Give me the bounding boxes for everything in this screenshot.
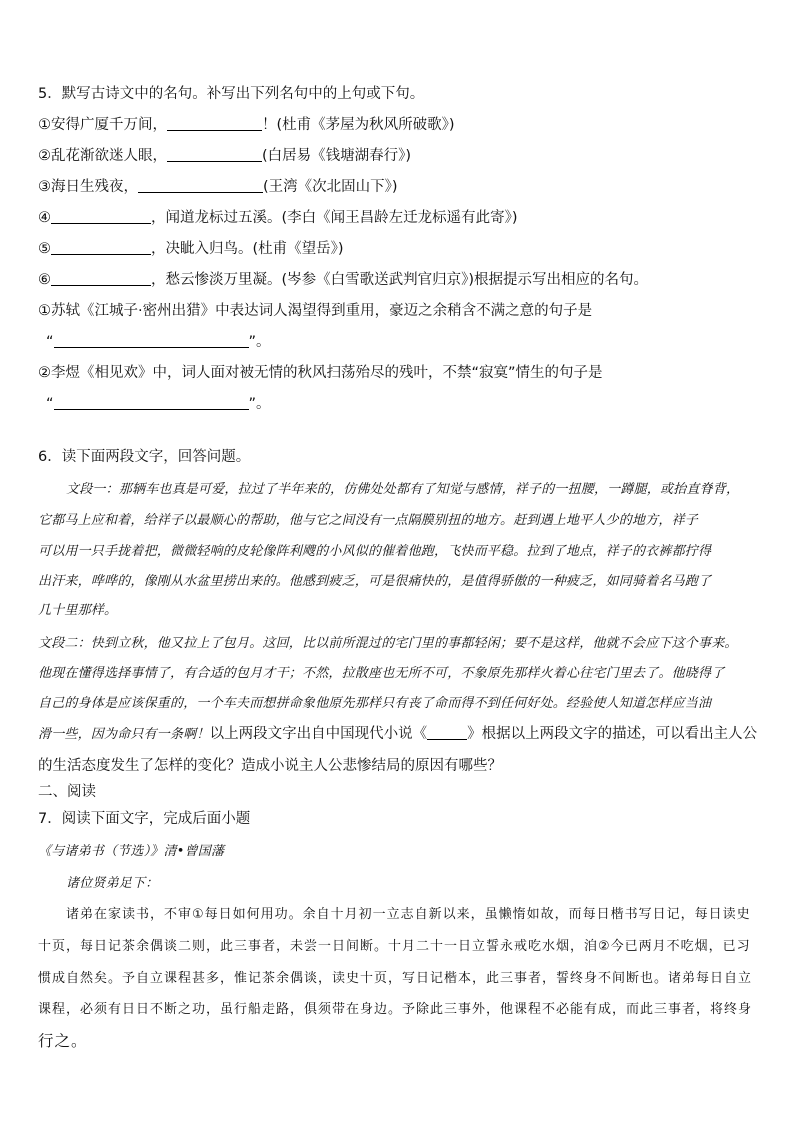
- q5-item-1-suffix: ！(杜甫《茅屋为秋风所破歌》): [262, 117, 455, 133]
- q5-sub1-answer: [46, 332, 271, 352]
- close-quote: ”。: [248, 334, 271, 350]
- open-quote: “: [46, 334, 54, 350]
- q7-letter-line: 惯成自然矣。予自立课程甚多，惟记茶余偶谈，读史十页，写日记楷本，此三事者，誓终身不间断也。诸弟每日自立: [38, 971, 753, 986]
- q7-letter-line: 课程，必须有日日不断之功，虽行船走路，俱须带在身边。予除此三事外，他课程不必能有成，而此三事者，将终身: [38, 1002, 753, 1017]
- section-title: 二、阅读: [38, 784, 96, 800]
- answer-blank[interactable]: [51, 209, 151, 224]
- q5-item-6: [38, 270, 648, 290]
- q7-salutation: 诸位贤弟足下：: [66, 876, 159, 891]
- q7-letter-line: 十页，每日记茶余偶谈二则，此三事者，未尝一日间断。十月二十一日立誓永戒吃水烟，洎②今已两月不吃烟，已习: [38, 939, 751, 954]
- answer-blank[interactable]: [167, 116, 262, 131]
- q5-item-2-prefix: ②乱花渐欲迷人眼，: [38, 148, 167, 164]
- answer-blank[interactable]: [167, 147, 262, 162]
- q5-item-6-prefix: ⑥: [38, 272, 51, 288]
- q6-question-part-b: 》根据以上两段文字的描述，可以看出主人公: [467, 726, 758, 742]
- q5-sub1: ①苏轼《江城子·密州出猎》中表达词人渴望得到重用，豪迈之余稍含不满之意的句子是: [38, 303, 593, 319]
- q5-item-5-prefix: ⑤: [38, 241, 51, 257]
- q5-item-2: [38, 146, 411, 166]
- answer-blank[interactable]: [54, 333, 249, 348]
- q5-item-3-prefix: ③海日生残夜，: [38, 179, 138, 195]
- q5-sub2-answer: [46, 394, 271, 414]
- q6-passage2-tail: 滑一些，因为命只有一条啊！: [38, 727, 210, 742]
- q5-item-5: [38, 239, 344, 259]
- q7-letter-line: 诸弟在家读书，不审①每日如何用功。余自十月初一立志自新以来，虽懒惰如故，而每日楷书写日记，每日读史: [66, 907, 751, 922]
- q6-passage1-line: 它都马上应和着，给祥子以最顺心的帮助，他与它之间没有一点隔膜别扭的地方。赶到遇上地平人少的地方，祥子: [38, 513, 699, 528]
- q5-item-4-prefix: ④: [38, 210, 51, 226]
- q6-passage1-line: 可以用一只手拢着把，微微轻响的皮轮像阵利飕的小风似的催着他跑，飞快而平稳。拉到了地点，祥子的衣裤都拧得: [38, 544, 712, 559]
- q5-item-4-suffix: ，闻道龙标过五溪。(李白《闻王昌龄左迁龙标遥有此寄》): [151, 210, 518, 226]
- q6-passage1-line: 几十里那样。: [38, 603, 118, 618]
- q7-heading: 7．阅读下面文字，完成后面小题: [38, 811, 251, 827]
- q7-source: 《与诸弟书（节选）》清•曾国藩: [38, 844, 225, 859]
- answer-blank[interactable]: [51, 271, 151, 286]
- answer-blank[interactable]: [54, 395, 249, 410]
- q6-question-part-a: 以上两段文字出自中国现代小说《: [209, 726, 428, 742]
- q6-question-part-c: 的生活态度发生了怎样的变化？造成小说主人公悲惨结局的原因有哪些？: [38, 758, 502, 774]
- q7-letter-line: 行之。: [38, 1032, 88, 1050]
- q5-item-3: [38, 177, 398, 197]
- q5-sub2: ②李煜《相见欢》中，词人面对被无情的秋风扫荡殆尽的残叶，不禁“寂寞”情生的句子是: [38, 365, 603, 381]
- q6-heading: 6．读下面两段文字，回答问题。: [38, 449, 251, 465]
- q5-item-1: [38, 115, 455, 135]
- q5-item-1-prefix: ①安得广厦千万间，: [38, 117, 167, 133]
- q5-item-4: [38, 208, 518, 228]
- q5-item-6-suffix: ，愁云惨淡万里凝。(岑参《白雪歌送武判官归京》)根据提示写出相应的名句。: [151, 272, 649, 288]
- close-quote: ”。: [248, 396, 271, 412]
- q6-passage1-line: 出汗来，哗哗的，像刚从水盆里捞出来的。他感到疲乏，可是很痛快的，是值得骄傲的一种疲乏，如同骑着名马跑了: [38, 574, 712, 589]
- q6-passage2-line: 他现在懂得选择事情了，有合适的包月才干；不然，拉散座也无所不可，不象原先那样火着心往宅门里去了。他晓得了: [38, 666, 725, 681]
- q6-passage2-last-line: [38, 724, 757, 745]
- q5-item-3-suffix: (王湾《次北固山下》): [263, 179, 398, 195]
- q6-passage2-line: 文段二：快到立秋，他又拉上了包月。这回，比以前所混过的宅门里的事都轻闲；要不是这样，他就不会应下这个事来。: [38, 636, 738, 651]
- q5-item-2-suffix: (白居易《钱塘湖春行》): [262, 148, 412, 164]
- answer-blank[interactable]: [138, 178, 263, 193]
- q6-passage2-line: 自己的身体是应该保重的，一个车夫而想拼命象他原先那样只有丧了命而得不到任何好处。经验使人知道怎样应当油: [38, 696, 712, 711]
- answer-blank[interactable]: [51, 240, 151, 255]
- q5-item-5-suffix: ，决眦入归鸟。(杜甫《望岳》): [151, 241, 344, 257]
- open-quote: “: [46, 396, 54, 412]
- novel-title-blank[interactable]: [427, 725, 467, 740]
- q5-heading: 5．默写古诗文中的名句。补写出下列名句中的上句或下句。: [38, 86, 425, 102]
- q6-passage1-line: 文段一：那辆车也真是可爱，拉过了半年来的，仿佛处处都有了知觉与感情，祥子的一扭腰，一蹲腿，或抬直脊背，: [66, 482, 740, 497]
